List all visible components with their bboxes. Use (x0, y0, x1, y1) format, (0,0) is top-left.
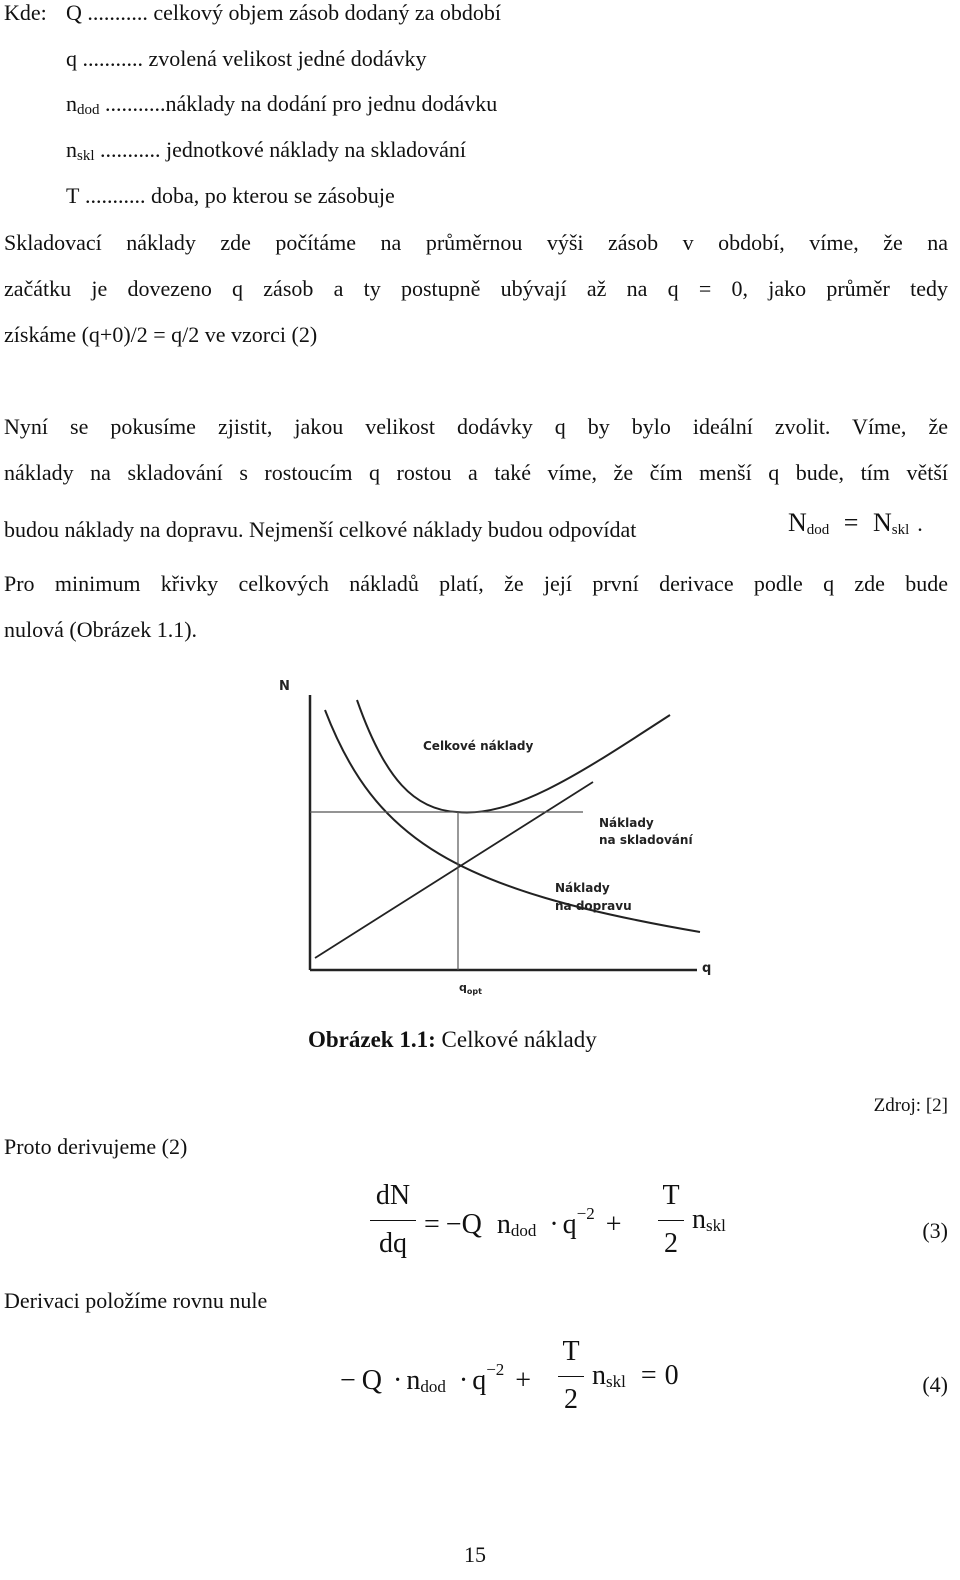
definition-dots: ........... (79, 183, 146, 208)
definition-row (66, 0, 501, 28)
eq3-t-denominator: 2 (664, 1228, 678, 1259)
eq3-numerator: dN (375, 1180, 411, 1211)
definition-text: jednotkové náklady na skladování (160, 137, 466, 162)
para1-line-3: získáme (q+0)/2 = q/2 ve vzorci (2) (4, 322, 318, 347)
figure-source: Zdroj: [2] (873, 1095, 948, 1116)
label-total-cost: Celkové náklady (423, 739, 534, 753)
definition-symbol: n (66, 137, 77, 162)
definition-symbol: T (66, 183, 80, 208)
storage-cost-line (315, 782, 593, 958)
label-transport-1: Náklady (555, 881, 610, 895)
para2-line-2: náklady na skladování s rostoucím q rostou a také víme, že čím menší q bude, tím větší (4, 460, 948, 485)
definition-subscript: skl (77, 148, 95, 164)
para2-line-3: budou náklady na dopravu. Nejmenší celkové náklady budou odpovídat (4, 517, 637, 542)
para1-line-2: začátku je dovezeno q zásob a ty postupně ubývají až na q = 0, jako průměr tedy (4, 276, 948, 301)
page-number: 15 (464, 1542, 486, 1567)
definition-text: náklady na dodání pro jednu dodávku (165, 91, 498, 116)
definition-text: zvolená velikost jedné dodávky (143, 46, 427, 71)
para2-line-1: Nyní se pokusíme zjistit, jakou velikost dodávky q by bylo ideální zvolit. Víme, že (4, 414, 948, 439)
y-axis-label: N (279, 679, 290, 694)
eq3-t-numerator: T (662, 1180, 680, 1211)
where-label: Kde: (4, 0, 47, 25)
eq3-tail: nskl (692, 1204, 726, 1235)
x-axis-label: q (702, 961, 712, 976)
eq4-tail: nskl = 0 (592, 1360, 679, 1391)
proto-text: Proto derivujeme (2) (4, 1134, 188, 1159)
eq3-fraction-bar (370, 1220, 416, 1221)
label-transport-2: na dopravu (555, 899, 632, 913)
eq3-t-bar (658, 1220, 684, 1221)
definition-symbol: Q (66, 0, 82, 25)
definition-dots: ........... (99, 91, 166, 116)
para1-line-1: Skladovací náklady zde počítáme na průměrnou výši zásob v období, víme, že na (4, 230, 948, 255)
definition-symbol: n (66, 91, 77, 116)
eq4-t-bar (558, 1376, 584, 1377)
derivace-text: Derivaci položíme rovnu nule (4, 1288, 268, 1313)
para2-equation: $N_{dod} = N_{skl}$ . (788, 508, 923, 538)
definition-row (66, 46, 426, 74)
definition-text: celkový objem zásob dodaný za období (147, 0, 502, 25)
eq4-body: − Q · ndod · $q^{-2}$ + (340, 1360, 532, 1396)
figure-caption: Obrázek 1.1: Celkové náklady (308, 1027, 597, 1052)
definition-dots: ........... (77, 46, 143, 71)
eq3-body: = −Q ndod · $q^{-2}$ + (424, 1204, 622, 1240)
eq4-t-numerator: T (562, 1336, 580, 1367)
eq4-number: (4) (922, 1372, 948, 1397)
eq3-denominator: dq (379, 1228, 407, 1259)
eq4-t-denominator: 2 (564, 1384, 578, 1415)
definition-symbol: q (66, 46, 77, 71)
definition-dots: ........... (94, 137, 161, 162)
definition-row (66, 137, 466, 165)
definition-dots: ........... (81, 0, 148, 25)
para3-line-2: nulová (Obrázek 1.1). (4, 617, 198, 642)
label-storage-2: na skladování (599, 833, 693, 847)
para3-line-1: Pro minimum křivky celkových nákladů platí, že její první derivace podle q zde bude (4, 571, 948, 596)
cost-figure (265, 670, 725, 1000)
definition-row (66, 183, 395, 211)
label-storage-1: Náklady (599, 816, 654, 830)
definition-row (66, 91, 497, 119)
total-cost-curve (357, 700, 670, 813)
definition-subscript: dod (77, 102, 100, 118)
definition-text: doba, po kterou se zásobuje (145, 183, 395, 208)
eq3-number: (3) (922, 1218, 948, 1243)
label-q-opt: $q_{opt}$ (459, 981, 482, 996)
